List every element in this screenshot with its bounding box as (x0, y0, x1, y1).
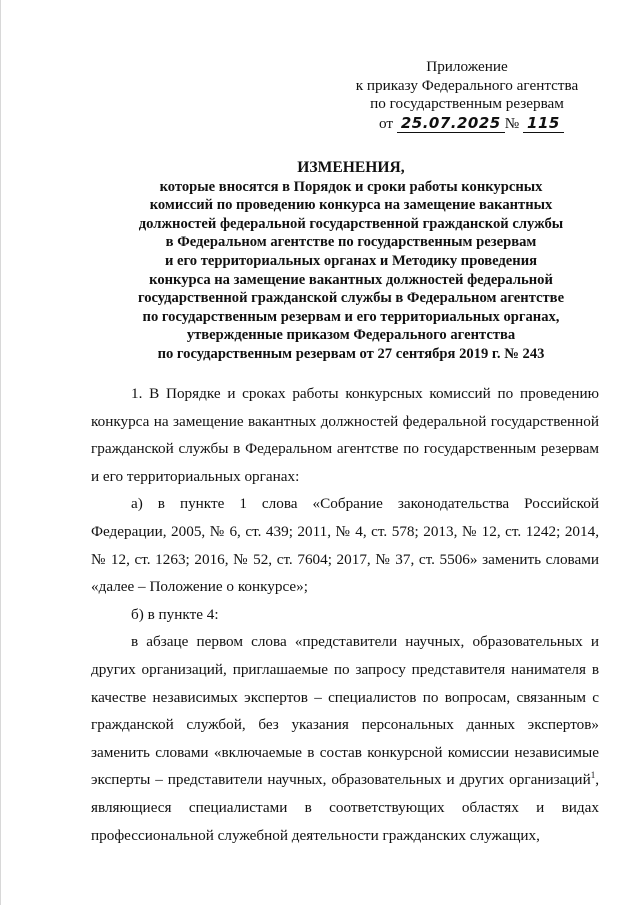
handwritten-number: 115 (523, 114, 564, 133)
title-line: по государственным резервам и его территориальных органах, (142, 308, 560, 325)
handwritten-date: 25.07.2025 (397, 114, 505, 133)
title-line: государственной гражданской службы в Федеральном агентстве (137, 290, 565, 307)
title-line: по государственным резервам от 27 сентября 2019 г. № 243 (157, 345, 545, 362)
annex-order-ref: к приказу Федерального агентства (355, 76, 579, 94)
paragraph-text-continued: , являющиеся специалистами в соответствующих областях и видах профессиональной служебной деятельности гражданских служащих, (91, 771, 599, 844)
date-prefix: от (379, 114, 394, 132)
title-line: в Федеральном агентстве по государственным резервам (165, 234, 537, 251)
paragraph-text: в абзаце первом слова «представители научных, образовательных и других организаций, приглашаемые по запросу представителя нанимателя в качестве независимых экспертов – специалистов по вопросам, связанным с гражданской службой, без указания персональных данных экспертов» заменить словами «включаемые в состав конкурсной комиссии независимые эксперты – представители научных, образовательных и других организаций (91, 633, 599, 789)
document-body (91, 380, 599, 849)
paragraph-item-b: б) в пункте 4: (131, 605, 219, 623)
paragraph-first-abzac (91, 628, 599, 849)
paragraph-1: 1. В Порядке и сроках работы конкурсных комиссий по проведению конкурса на замещение вакантных должностей федеральной государственной гражданской службы в Федеральном агентстве по государственным резервам и его территориальных органах: (91, 385, 599, 485)
title-line: комиссий по проведению конкурса на замещение вакантных (149, 197, 553, 214)
footnote-marker: 1 (590, 770, 596, 781)
annex-title: Приложение (426, 58, 508, 75)
document-title (81, 159, 621, 364)
title-line: утвержденные приказом Федерального агентства (186, 327, 516, 344)
title-line: должностей федеральной государственной гражданской службы (138, 215, 564, 232)
title-line: которые вносятся в Порядок и сроки работы конкурсных (159, 178, 543, 195)
paragraph-item-a: а) в пункте 1 слова «Собрание законодательства Российской Федерации, 2005, № 6, ст. 439; 2011, № 4, ст. 578; 2013, № 12, ст. 1242; 2014, № 12, ст. 1263; 2016, № 52, ст. 7604; 2017, № 37, ст. 5506» заменить словами «далее – Положение о конкурсе»; (91, 495, 599, 596)
title-line: и его территориальных органах и Методику проведения (165, 252, 537, 269)
annex-agency: по государственным резервам (370, 95, 564, 113)
annex-date-number-line (331, 114, 603, 134)
number-prefix: № (504, 114, 520, 132)
annex-header (331, 58, 603, 133)
title-heading: ИЗМЕНЕНИЯ, (297, 159, 405, 176)
title-line: конкурса на замещение вакантных должностей федеральной (149, 271, 553, 288)
